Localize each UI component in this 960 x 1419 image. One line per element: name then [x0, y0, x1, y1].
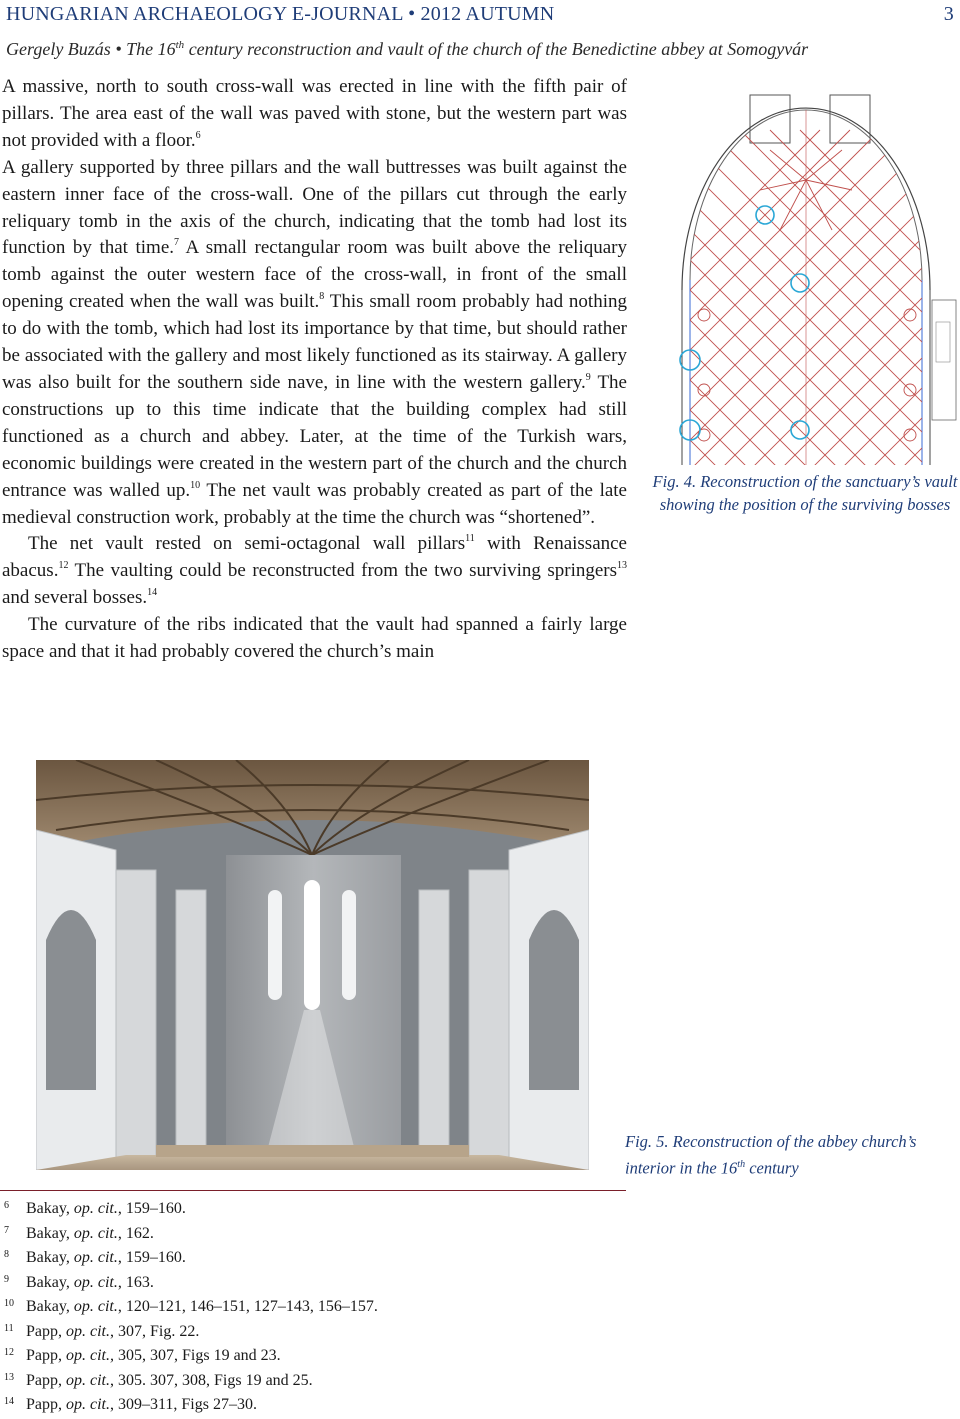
footnote-ref[interactable]: 8 — [319, 291, 325, 303]
footnote-10: 10 Bakay, op. cit., 120–121, 146–151, 127–143, 156–157. — [4, 1298, 378, 1315]
footnote-ref[interactable]: 7 — [174, 237, 180, 249]
footnote-12: 12 Papp, op. cit., 305, 307, Figs 19 and 23. — [4, 1347, 281, 1364]
paragraph-2: A gallery supported by three pillars and the wall buttresses was built against the eastern inner face of the cross-wall. One of the pillars cut through the early reliquary tomb in the axis of the church, indicating that the tomb had lost its function by that time.$^7$ A small rectangular room was built above the reliquary tomb against the outer western face of the cross-wall, in front of the small opening created when the wall was built.$^8$ This small room probably had nothing to do with the tomb, which had lost its importance by that time, but should rather be associated with the gallery and most likely functioned as its stairway. A gallery was also built for the southern side nave, in line with the western gallery.$^9$ The constructions up to this time indicate that the building complex had still functioned as a church and abbey. Later, at the time of the Turkish wars, economic buildings were created in the western part of the church and the church entrance was walled up.$^{10}$ The net vault was probably created as part of the late medieval construction work, probably at the time the church was “shortened”. — [2, 156, 627, 528]
paragraph-3: The net vault rested on semi-octagonal wall pillars$^{11}$ with Renaissance abacus.$^{12}$ The vaulting could be reconstructed from the two surviving springers$^{13}$ and several bosses.$^{14}$ — [2, 533, 627, 609]
journal-header — [6, 0, 954, 28]
fig5-caption: Fig. 5. Reconstruction of the abbey church’s interior in the 16th century — [625, 1132, 917, 1178]
footnote-ref[interactable]: 11 — [465, 533, 475, 545]
paragraph-1: A massive, north to south cross-wall was erected in line with the fifth pair of pillars. The area east of the wall was paved with stone, but the western part was not provided with a floor.$^6$ — [2, 76, 627, 151]
bullet-separator: • — [115, 39, 122, 59]
running-head — [6, 32, 954, 62]
footnote-8: 8 Bakay, op. cit., 159–160. — [4, 1249, 186, 1266]
footnote-ref[interactable]: 9 — [585, 371, 591, 383]
footnote-7: 7 Bakay, op. cit., 162. — [4, 1224, 154, 1242]
footnote-14: 14 Papp, op. cit., 309–311, Figs 27–30. — [4, 1396, 257, 1413]
fig5-interior-render — [36, 760, 589, 1170]
article-title: The 16th century reconstruction and vault of the church of the Benedictine abbey at Somogyvár — [126, 39, 809, 59]
footnote-ref[interactable]: 12 — [58, 560, 69, 572]
footnote-rule — [0, 1190, 626, 1191]
article-body — [2, 74, 627, 666]
fig4-caption: Fig. 4. Reconstruction of the sanctuary’s vault showing the position of the surviving bosses — [652, 472, 958, 514]
footnote-13: 13 Papp, op. cit., 305. 307, 308, Figs 19 and 25. — [4, 1371, 313, 1389]
footnotes — [0, 1198, 626, 1419]
footnote-11: 11 Papp, op. cit., 307, Fig. 22. — [4, 1322, 200, 1340]
footnote-ref[interactable]: 14 — [147, 587, 158, 599]
paragraph-4: The curvature of the ribs indicated that the vault had spanned a fairly large space and that it had probably covered the church’s main — [2, 614, 627, 663]
page-number: 3 — [943, 3, 954, 25]
footnote-ref[interactable]: 10 — [190, 479, 201, 491]
author-name: Gergely Buzás — [6, 39, 111, 59]
journal-title: HUNGARIAN ARCHAEOLOGY E-JOURNAL • 2012 AUTUMN — [6, 3, 555, 25]
fig4-vault-plan — [660, 90, 960, 470]
footnote-9: 9 Bakay, op. cit., 163. — [4, 1273, 154, 1291]
footnote-ref[interactable]: 13 — [617, 560, 627, 572]
footnote-ref[interactable]: 6 — [195, 129, 201, 141]
footnote-6: 6 Bakay, op. cit., 159–160. — [4, 1200, 186, 1217]
